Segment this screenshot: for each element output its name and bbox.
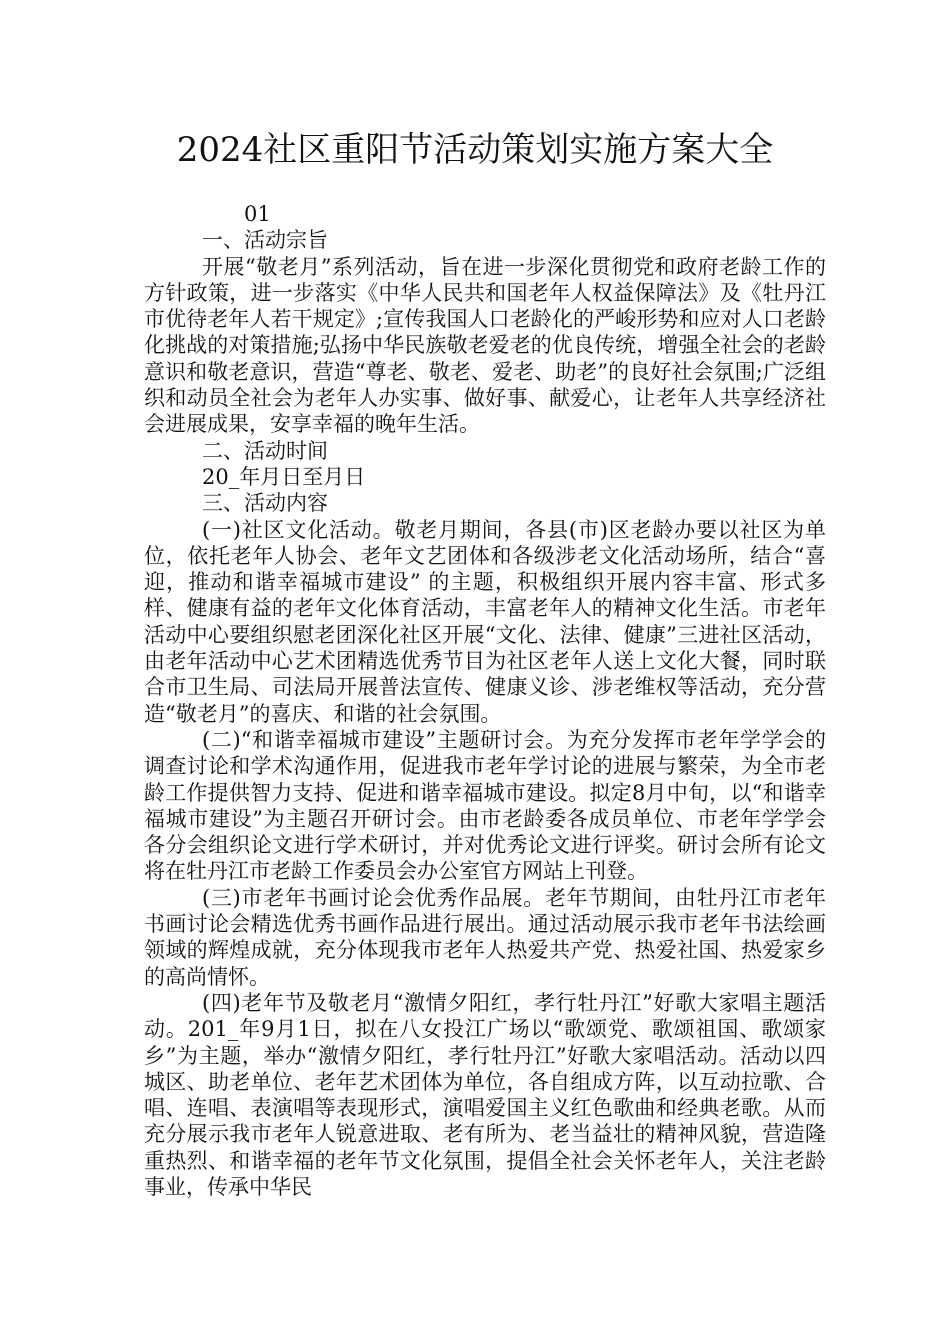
paragraph-content-2: (二)“和谐幸福城市建设”主题研讨会。为充分发挥市老年学学会的调查讨论和学术沟通作用，促进我市老年学讨论的进展与繁荣，为全市老龄工作提供智力支持、促进和谐幸福城市建设。拟定8月中旬，以“和谐幸福城市建设”为主题召开研讨会。由市老龄委各成员单位、市老年学学会各分会组织论文进行学术研讨，并对优秀论文进行评奖。研讨会所有论文将在牡丹江市老龄工作委员会办公室官方网站上刊登。 bbox=[144, 727, 826, 884]
document-body bbox=[144, 201, 826, 1200]
heading-purpose: 一、活动宗旨 bbox=[202, 228, 328, 253]
heading-time: 二、活动时间 bbox=[202, 438, 328, 463]
paragraph-content-4: (四)老年节及敬老月“激情夕阳红，孝行牡丹江”好歌大家唱主题活动。201_年9月1日，拟在八女投江广场以“歌颂党、歌颂祖国、歌颂家乡”为主题，举办“激情夕阳红，孝行牡丹江”好歌大家唱活动。活动以四城区、助老单位、老年艺术团体为单位，各自组成方阵，以互动拉歌、合唱、连唱、表演唱等表现形式，演唱爱国主义红色歌曲和经典老歌。从而充分展示我市老年人锐意进取、老有所为、老当益壮的精神风貌，营造隆重热烈、和谐幸福的老年节文化氛围，提倡全社会关怀老年人，关注老龄事业，传承中华民 bbox=[144, 990, 826, 1199]
paragraph-content-1: (一)社区文化活动。敬老月期间，各县(市)区老龄办要以社区为单位，依托老年人协会、老年文艺团体和各级涉老文化活动场所，结合“喜迎，推动和谐幸福城市建设” 的主题，积极组织开展内容丰富、形式多样、健康有益的老年文化体育活动，丰富老年人的精神文化生活。市老年活动中心要组织慰老团深化社区开展“文化、法律、健康”三进社区活动，由老年活动中心艺术团精选优秀节目为社区老年人送上文化大餐，同时联合市卫生局、司法局开展普法宣传、健康义诊、涉老维权等活动，充分营造“敬老月”的喜庆、和谐的社会氛围。 bbox=[144, 517, 826, 726]
heading-content: 三、活动内容 bbox=[202, 491, 328, 516]
section-number: 01 bbox=[244, 202, 271, 226]
paragraph-purpose: 开展“敬老月”系列活动，旨在进一步深化贯彻党和政府老龄工作的方针政策，进一步落实《中华人民共和国老年人权益保障法》及《牡丹江市优待老年人若干规定》;宣传我国人口老龄化的严峻形势和应对人口老龄化挑战的对策措施;弘扬中华民族敬老爱老的优良传统，增强全社会的老龄意识和敬老意识，营造“尊老、敬老、爱老、助老”的良好社会氛围;广泛组织和动员全社会为老年人办实事、做好事、献爱心，让老年人共享经济社会进展成果，安享幸福的晚年生活。 bbox=[144, 254, 826, 437]
document-title: 2024社区重阳节活动策划实施方案大全 bbox=[176, 130, 774, 170]
paragraph-content-3: (三)市老年书画讨论会优秀作品展。老年节期间，由牡丹江市老年书画讨论会精选优秀书画作品进行展出。通过活动展示我市老年书法绘画领域的辉煌成就，充分体现我市老年人热爱共产党、热爱社国、热爱家乡的高尚情怀。 bbox=[144, 885, 826, 989]
paragraph-time: 20_年月日至月日 bbox=[202, 464, 366, 489]
